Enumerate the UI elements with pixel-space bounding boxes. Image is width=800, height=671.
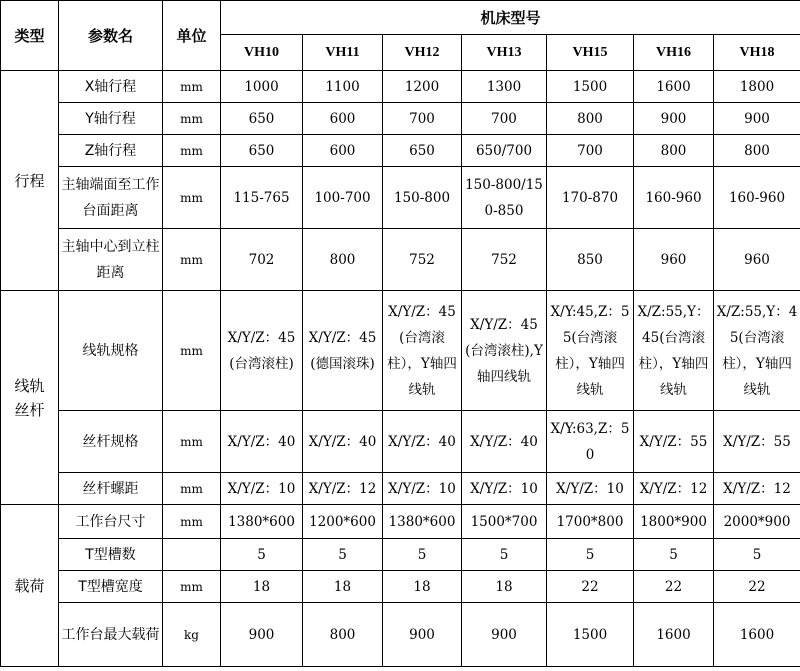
param-unit bbox=[163, 539, 221, 571]
param-unit: kg bbox=[163, 603, 221, 667]
spec-value: 5 bbox=[383, 539, 462, 571]
spec-value: 1300 bbox=[462, 71, 547, 103]
param-name: 工作台尺寸 bbox=[59, 505, 163, 539]
param-name: 丝杆螺距 bbox=[59, 473, 163, 505]
spec-value: 1500 bbox=[547, 603, 634, 667]
spec-value: 600 bbox=[303, 103, 383, 135]
spec-value: 150-800/150-850 bbox=[462, 167, 547, 229]
category-load: 载荷 bbox=[1, 505, 59, 667]
spec-value: X/Y/Z：55 bbox=[714, 411, 800, 473]
param-unit: mm bbox=[163, 473, 221, 505]
param-name: 主轴端面至工作台面距离 bbox=[59, 167, 163, 229]
param-unit: mm bbox=[163, 411, 221, 473]
spec-value: 160-960 bbox=[634, 167, 714, 229]
param-unit: mm bbox=[163, 571, 221, 603]
spec-value: 900 bbox=[221, 603, 303, 667]
spec-value: 100-700 bbox=[303, 167, 383, 229]
spec-value: 700 bbox=[383, 103, 462, 135]
spec-value: 1100 bbox=[303, 71, 383, 103]
param-name: Z轴行程 bbox=[59, 135, 163, 167]
spec-value: 18 bbox=[383, 571, 462, 603]
spec-value: X/Y/Z：55 bbox=[634, 411, 714, 473]
table-row bbox=[1, 71, 800, 103]
header-model-vh16: VH16 bbox=[634, 35, 714, 71]
table-row bbox=[1, 229, 800, 291]
header-model-vh11: VH11 bbox=[303, 35, 383, 71]
spec-value: 5 bbox=[462, 539, 547, 571]
spec-value: X/Y/Z：12 bbox=[634, 473, 714, 505]
spec-value: 160-960 bbox=[714, 167, 800, 229]
spec-value: 1600 bbox=[634, 603, 714, 667]
spec-value: 170-870 bbox=[547, 167, 634, 229]
spec-value: 752 bbox=[462, 229, 547, 291]
spec-value: 5 bbox=[547, 539, 634, 571]
spec-value: 1380*600 bbox=[221, 505, 303, 539]
param-unit: mm bbox=[163, 505, 221, 539]
spec-value: 650/700 bbox=[462, 135, 547, 167]
spec-value: 700 bbox=[462, 103, 547, 135]
header-model-vh10: VH10 bbox=[221, 35, 303, 71]
spec-value: X/Y/Z：40 bbox=[383, 411, 462, 473]
spec-value: 1700*800 bbox=[547, 505, 634, 539]
header-param: 参数名 bbox=[59, 1, 163, 71]
spec-value: 1200*600 bbox=[303, 505, 383, 539]
spec-value: 22 bbox=[634, 571, 714, 603]
param-unit: mm bbox=[163, 167, 221, 229]
spec-value: 1600 bbox=[714, 603, 800, 667]
spec-value: 1500 bbox=[547, 71, 634, 103]
spec-value: X/Y/Z：45(台湾滚柱),Y轴四线轨 bbox=[462, 291, 547, 411]
spec-value: 1200 bbox=[383, 71, 462, 103]
param-name: T型槽宽度 bbox=[59, 571, 163, 603]
spec-value: 800 bbox=[634, 135, 714, 167]
param-unit: mm bbox=[163, 291, 221, 411]
spec-value: 900 bbox=[462, 603, 547, 667]
spec-value: 5 bbox=[303, 539, 383, 571]
spec-value: 960 bbox=[634, 229, 714, 291]
spec-value: 800 bbox=[303, 229, 383, 291]
spec-value: 702 bbox=[221, 229, 303, 291]
header-model-vh18: VH18 bbox=[714, 35, 800, 71]
param-unit: mm bbox=[163, 103, 221, 135]
spec-value: 22 bbox=[714, 571, 800, 603]
category-rail-screw: 线轨 丝杆 bbox=[1, 291, 59, 505]
category-travel: 行程 bbox=[1, 71, 59, 291]
spec-value: 960 bbox=[714, 229, 800, 291]
param-unit: mm bbox=[163, 135, 221, 167]
spec-value: X/Y/Z：12 bbox=[303, 473, 383, 505]
param-name: X轴行程 bbox=[59, 71, 163, 103]
spec-value: 650 bbox=[221, 135, 303, 167]
spec-value: 150-800 bbox=[383, 167, 462, 229]
spec-value: 800 bbox=[547, 103, 634, 135]
table-row bbox=[1, 603, 800, 667]
spec-value: 5 bbox=[634, 539, 714, 571]
spec-value: 850 bbox=[547, 229, 634, 291]
spec-value: 1000 bbox=[221, 71, 303, 103]
param-name: Y轴行程 bbox=[59, 103, 163, 135]
spec-value: X/Y:45,Z：55(台湾滚柱），Y轴四线轨 bbox=[547, 291, 634, 411]
table-row bbox=[1, 167, 800, 229]
spec-value: X/Y/Z：10 bbox=[383, 473, 462, 505]
spec-value: 900 bbox=[714, 103, 800, 135]
spec-value: X/Y/Z：40 bbox=[462, 411, 547, 473]
spec-value: 900 bbox=[634, 103, 714, 135]
header-type: 类型 bbox=[1, 1, 59, 71]
spec-value: 18 bbox=[462, 571, 547, 603]
spec-value: X/Z:55,Y：45(台湾滚柱），Y轴四线轨 bbox=[634, 291, 714, 411]
spec-value: 1380*600 bbox=[383, 505, 462, 539]
spec-value: 800 bbox=[303, 603, 383, 667]
spec-value: X/Y/Z：45(德国滚珠) bbox=[303, 291, 383, 411]
param-unit: mm bbox=[163, 71, 221, 103]
spec-value: X/Y/Z：40 bbox=[221, 411, 303, 473]
table-row bbox=[1, 539, 800, 571]
spec-value: 2000*900 bbox=[714, 505, 800, 539]
table-row bbox=[1, 505, 800, 539]
spec-value: 1800*900 bbox=[634, 505, 714, 539]
param-name: 线轨规格 bbox=[59, 291, 163, 411]
header-model-vh13: VH13 bbox=[462, 35, 547, 71]
param-unit: mm bbox=[163, 229, 221, 291]
header-unit: 单位 bbox=[163, 1, 221, 71]
spec-value: 600 bbox=[303, 135, 383, 167]
table-row bbox=[1, 571, 800, 603]
spec-value: X/Y/Z：12 bbox=[714, 473, 800, 505]
spec-value: 22 bbox=[547, 571, 634, 603]
table-row bbox=[1, 473, 800, 505]
spec-value: 1600 bbox=[634, 71, 714, 103]
param-name: T型槽数 bbox=[59, 539, 163, 571]
spec-value: 650 bbox=[383, 135, 462, 167]
spec-value: X/Y/Z：40 bbox=[303, 411, 383, 473]
header-model-vh12: VH12 bbox=[383, 35, 462, 71]
spec-value: 18 bbox=[303, 571, 383, 603]
param-name: 工作台最大载荷 bbox=[59, 603, 163, 667]
spec-value: X/Y/Z：45(台湾滚柱），Y轴四线轨 bbox=[383, 291, 462, 411]
spec-value: 1800 bbox=[714, 71, 800, 103]
spec-value: X/Y/Z：45(台湾滚柱) bbox=[221, 291, 303, 411]
spec-value: 650 bbox=[221, 103, 303, 135]
table-row bbox=[1, 411, 800, 473]
spec-value: 700 bbox=[547, 135, 634, 167]
spec-value: 5 bbox=[221, 539, 303, 571]
spec-value: X/Y/Z：10 bbox=[462, 473, 547, 505]
spec-value: 800 bbox=[714, 135, 800, 167]
spec-value: X/Y/Z：10 bbox=[547, 473, 634, 505]
spec-value: 900 bbox=[383, 603, 462, 667]
spec-value: 5 bbox=[714, 539, 800, 571]
table-row bbox=[1, 135, 800, 167]
spec-value: X/Y/Z：10 bbox=[221, 473, 303, 505]
spec-value: 1500*700 bbox=[462, 505, 547, 539]
header-model-group: 机床型号 bbox=[221, 1, 800, 35]
table-row bbox=[1, 291, 800, 411]
table-row bbox=[1, 103, 800, 135]
spec-value: 115-765 bbox=[221, 167, 303, 229]
param-name: 主轴中心到立柱距离 bbox=[59, 229, 163, 291]
spec-value: X/Y:63,Z：50 bbox=[547, 411, 634, 473]
spec-value: 752 bbox=[383, 229, 462, 291]
header-model-vh15: VH15 bbox=[547, 35, 634, 71]
spec-value: X/Z:55,Y：45(台湾滚柱），Y轴四线轨 bbox=[714, 291, 800, 411]
spec-value: 18 bbox=[221, 571, 303, 603]
param-name: 丝杆规格 bbox=[59, 411, 163, 473]
